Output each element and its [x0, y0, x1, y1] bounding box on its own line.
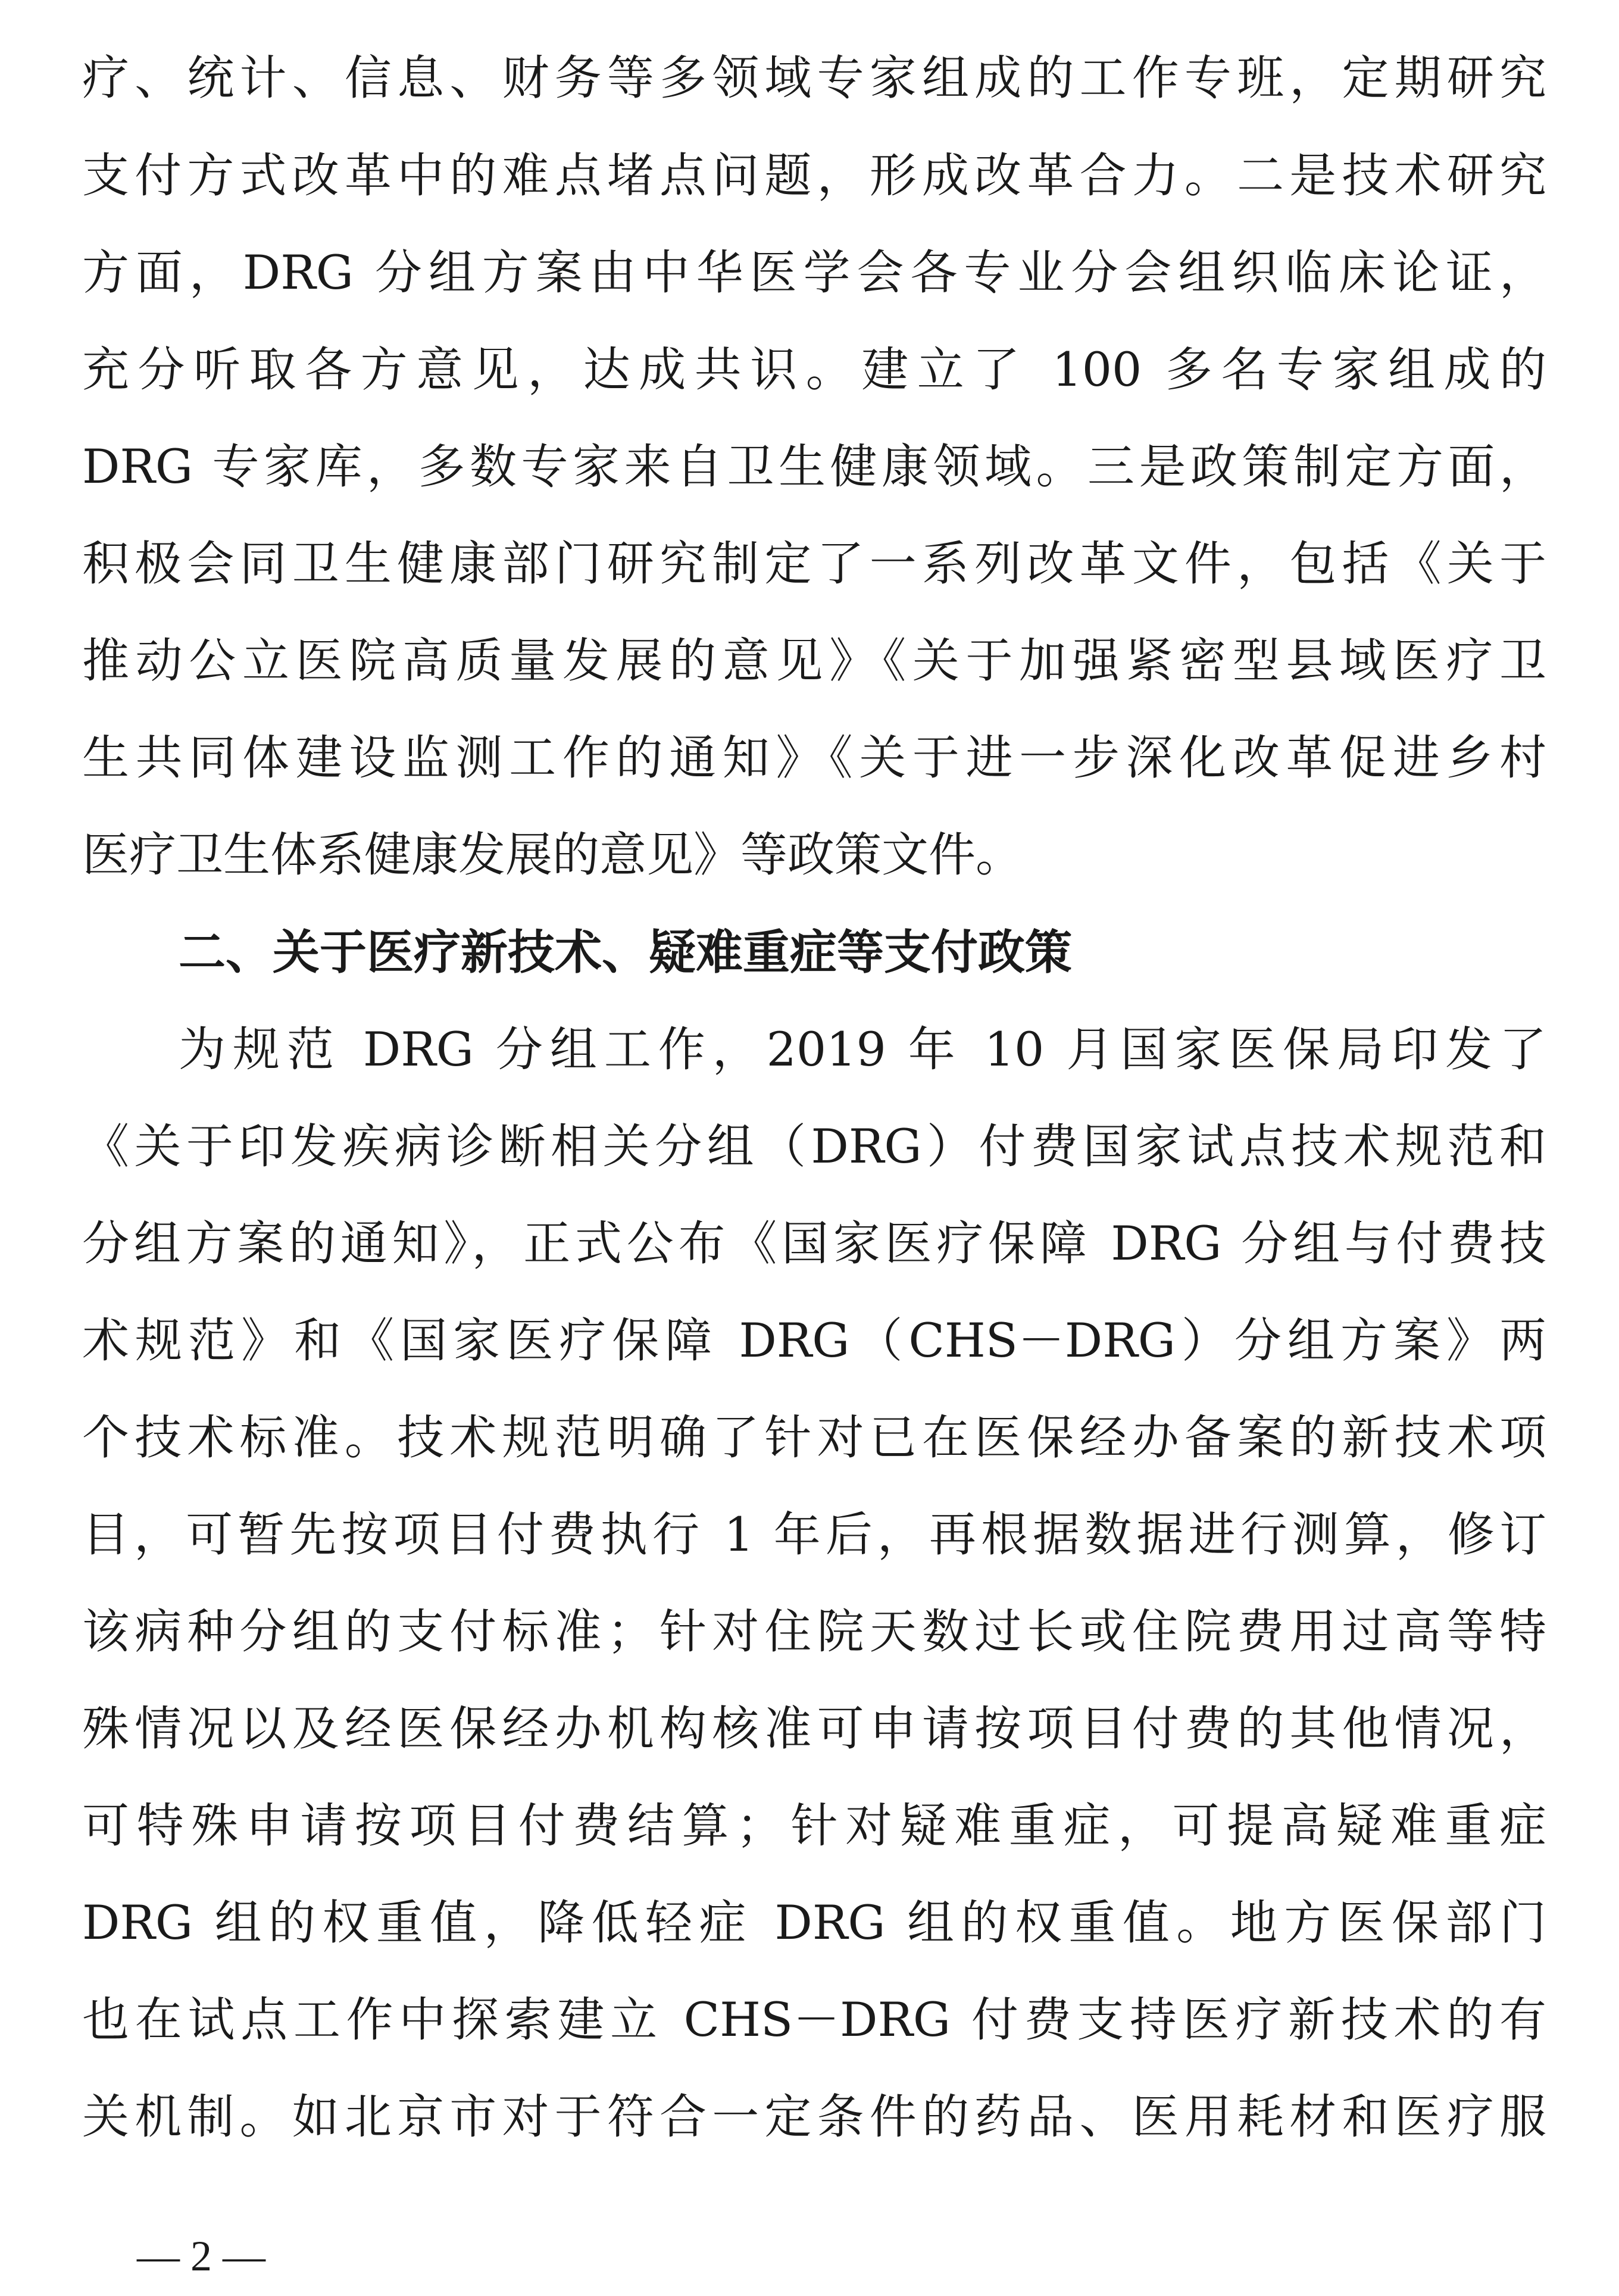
text-line: 术规范》和《国家医疗保障 DRG（CHS－DRG）分组方案》两: [82, 1313, 1546, 1368]
text-line: 疗、统计、信息、财务等多领域专家组成的工作专班，定期研究: [82, 51, 1546, 105]
text-line: 推动公立医院高质量发展的意见》《关于加强紧密型县域医疗卫: [82, 633, 1546, 688]
text-line: 可特殊申请按项目付费结算；针对疑难重症，可提高疑难重症: [82, 1798, 1546, 1853]
text-line: 方面，DRG 分组方案由中华医学会各专业分会组织临床论证，: [82, 245, 1546, 300]
text-line: 积极会同卫生健康部门研究制定了一系列改革文件，包括《关于: [82, 536, 1546, 591]
text-line: 充分听取各方意见，达成共识。建立了 100 多名专家组成的: [82, 342, 1546, 397]
text-line: 医疗卫生体系健康发展的意见》等政策文件。: [82, 827, 1023, 882]
text-line: 也在试点工作中探索建立 CHS－DRG 付费支持医疗新技术的有: [82, 1992, 1546, 2047]
section-heading: 二、关于医疗新技术、疑难重症等支付政策: [179, 925, 1072, 980]
text-line: 个技术标准。技术规范明确了针对已在医保经办备案的新技术项: [82, 1410, 1546, 1465]
text-line: 殊情况以及经医保经办机构核准可申请按项目付费的其他情况，: [82, 1701, 1546, 1756]
text-line: DRG 组的权重值，降低轻症 DRG 组的权重值。地方医保部门: [82, 1895, 1546, 1950]
text-line: 《关于印发疾病诊断相关分组（DRG）付费国家试点技术规范和: [82, 1119, 1546, 1174]
text-line: DRG 专家库，多数专家来自卫生健康领域。三是政策制定方面，: [82, 439, 1546, 494]
text-line: 关机制。如北京市对于符合一定条件的药品、医用耗材和医疗服: [82, 2089, 1546, 2144]
text-line: 目，可暂先按项目付费执行 1 年后，再根据数据进行测算，修订: [82, 1507, 1546, 1562]
text-line: 该病种分组的支付标准；针对住院天数过长或住院费用过高等特: [82, 1604, 1546, 1659]
text-line: 为规范 DRG 分组工作，2019 年 10 月国家医保局印发了: [179, 1022, 1546, 1077]
text-line: 支付方式改革中的难点堵点问题，形成改革合力。二是技术研究: [82, 148, 1546, 203]
text-line: 分组方案的通知》，正式公布《国家医疗保障 DRG 分组与付费技: [82, 1216, 1546, 1271]
text-line: 生共同体建设监测工作的通知》《关于进一步深化改革促进乡村: [82, 730, 1546, 785]
page-number: — 2 —: [137, 2232, 265, 2280]
